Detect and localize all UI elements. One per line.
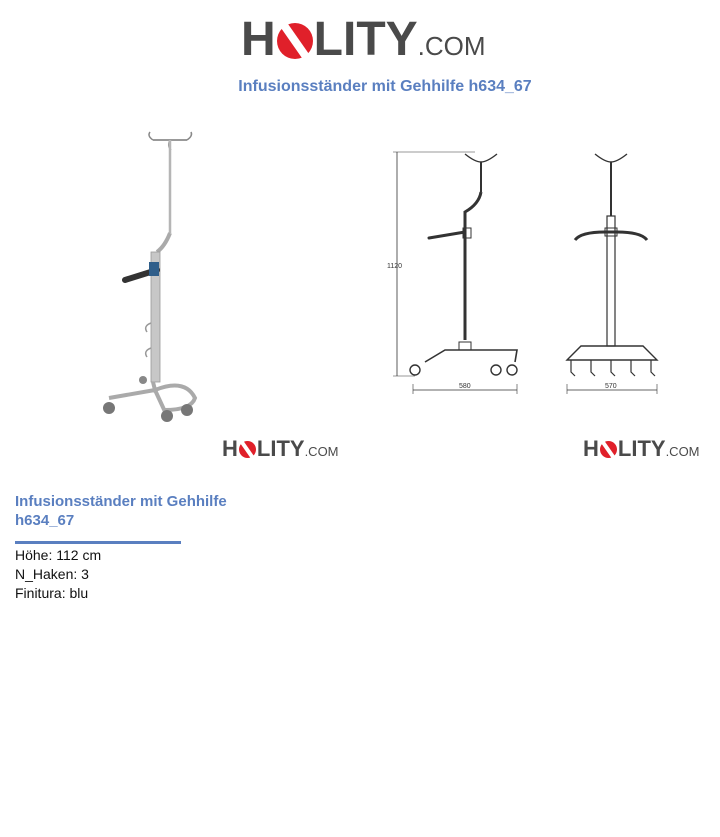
spec-label: Finitura (15, 585, 62, 601)
logo-letters-lity: LITY (256, 436, 305, 461)
product-specs (15, 546, 101, 603)
section-divider (15, 541, 181, 544)
logo-letters-lity: LITY (313, 13, 418, 66)
technical-drawing (385, 140, 675, 400)
product-photo (95, 128, 255, 428)
logo-letter-h: H (241, 13, 276, 66)
logo-letters-lity: LITY (617, 436, 666, 461)
side-width-dimension-label: 580 (459, 383, 471, 390)
holity-logo-drawing (583, 436, 700, 462)
logo-suffix: .COM (417, 31, 486, 61)
logo-letter-h: H (222, 436, 238, 461)
spec-label: Höhe (15, 547, 49, 563)
logo-letter-h: H (583, 436, 599, 461)
holity-logo-photo (222, 436, 339, 462)
spec-row-height: Höhe: 112 cm (15, 547, 102, 563)
height-dimension-label: 1120 (387, 263, 403, 270)
spec-value: 3 (81, 566, 89, 582)
spec-value: blu (69, 585, 89, 601)
spec-row-finish: Finitura: blu (15, 585, 89, 601)
logo-suffix: .COM (304, 444, 339, 459)
logo-suffix: .COM (665, 444, 700, 459)
logo-red-o-icon (239, 441, 256, 458)
product-name: Infusionsständer mit Gehhilfe h634_67 (15, 493, 227, 529)
holity-logo-header[interactable] (241, 14, 486, 66)
front-width-dimension-label: 570 (605, 383, 617, 390)
page-title: Infusionsständer mit Gehhilfe h634_67 (238, 78, 532, 95)
spec-row-hooks: N_Haken: 3 (15, 566, 89, 582)
logo-red-o-icon (600, 441, 617, 458)
spec-value: 112 cm (56, 547, 102, 563)
spec-label: N_Haken (15, 566, 74, 582)
logo-red-o-icon (277, 23, 313, 59)
